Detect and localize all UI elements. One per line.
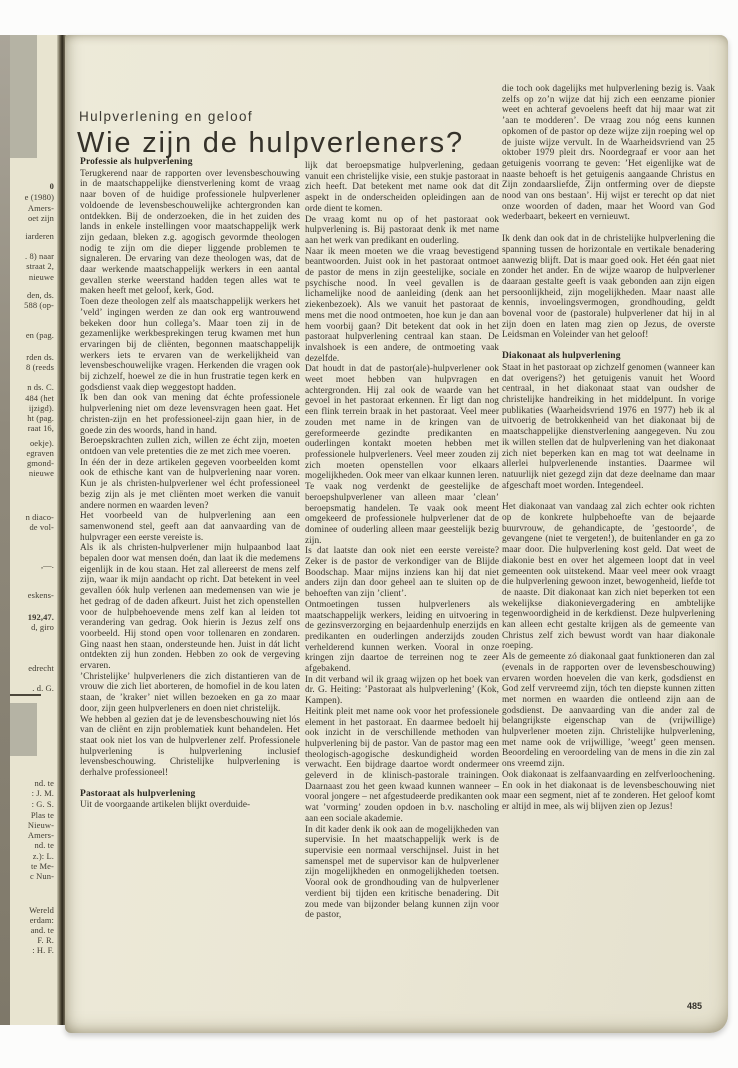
article-column-3 [502, 84, 715, 813]
adjacent-page-text-fragment: F. R. [37, 935, 54, 945]
adjacent-page-text-fragment: Plas te [30, 810, 54, 820]
article-kicker: Hulpverlening en geloof [79, 109, 254, 124]
paragraph: Het voorbeeld van de hulpverlening aan een samenwonend stel, geeft aan dat aanvaarding van de hulpvrager een eerste vereiste is. [80, 511, 300, 543]
adjacent-page-text-fragment: nd. te [34, 840, 54, 850]
paragraph: Heitink pleit met name ook voor het professionele element in het pastoraat. En daarmee bedoelt hij ook inzicht in de verschillende methoden van hulpverlening bij de pastor. Van de pastor mag een theologisch-agogische deskundigheid worden verwacht. Een bijdrage daartoe wordt ondermeer geleverd in de klinisch-pastorale trainingen. Daarnaast zou het geen kwaad kunnen wanneer – vooral jongere – net afgestudeerde predikanten ook wat ’vorming’ zouden opdoen in b.v. nascholing aan een sociale akademie. [305, 706, 499, 824]
paragraph: In dit verband wil ik graag wijzen op het boek van dr. G. Heiting: ’Pastoraat als hulpverlening’ (Kok, Kampen). [305, 674, 499, 707]
adjacent-page-text-fragment: . d. G. [32, 683, 54, 693]
adjacent-page-text-fragment: nieuwe [28, 468, 54, 478]
article-title: Wie zijn de hulpverleners? [77, 127, 464, 159]
paragraph: Uit de voorgaande artikelen blijkt overduide- [80, 800, 251, 811]
adjacent-page-text-fragment: 8 (reeds [26, 362, 54, 372]
adjacent-page-text-fragment: te Me- [30, 861, 54, 871]
adjacent-page-text-fragment: rden ds. [26, 352, 54, 362]
paragraph: Als ik als christen-hulpverlener mijn hulpaanbod laat bepalen door wat mensen doén, dan laat ik die medemens eigenlijk in de kou staan. Het zal allereerst de mens zelf zijn, waar ik mijn aandacht op richt. Dat betekent in veel gevallen óók hulp verlenen aan medemensen van wie je het gedrag of de daden afkeurt. Juist het zich openstellen voor de hulpbehoevende mens zelf kan al leiden tot verandering van gedrag. Ook hierin is Jezus zelf ons voorbeeld. Hij stond open voor tollenaren en zondaren. Ging naast hen staan, ondersteunde hen. Juist in dát licht ontdekten zij hun zonden. Hebben zo ook de vergeving ervaren. [80, 543, 300, 672]
adjacent-page-text-fragment: 588 (op- [24, 300, 54, 310]
article-column-1 [80, 157, 300, 811]
paragraph: Staat in het pastoraat op zichzelf genomen (wanneer kan dat overigens?) het getuigenis vanuit het Woord centraal, in het diakonaat staat van oudsher de christelijke handreiking in het middelpunt. In vorige publikaties (Waarheidsvriend 1976 en 1977) heb ik al uitvoerig de betrokkenheid van het diakonaat bij de maatschappelijke dienstverlening aangegeven. Nu zou ik willen stellen dat de hulpverlening van het diakonaat zich niet beperken kan en mag tot wat deelname in allerlei hulpverlenende instanties. Daarmee wil natuurlijk niet gezegd zijn dat deze deelname dan maar afgeschaft moet worden. Integendeel. [502, 362, 715, 491]
adjacent-page-text-fragment: straat 2, [26, 261, 54, 271]
adjacent-page-text-fragment: nieuwe [28, 272, 54, 282]
adjacent-page-text-fragment: e (1980) [24, 192, 54, 202]
paragraph: De vraag komt nu op of het pastoraat ook hulpverlening is. Bij pastoraat denk ik met name aan het werk van predikant en ouderling. [305, 214, 499, 246]
adjacent-page-text-fragment: nd. te [34, 778, 54, 788]
paragraph: Naar ik meen moeten we die vraag bevestigend beantwoorden. Juist ook in het pastoraat ontmoet de pastor de mens in zijn geestelijke, sociale en psychische nood. In veel gevallen is de lichamelijke nood de aanleiding (denk aan het ziekenbezoek). Als we vanuit het pastoraat de mens met die nood ontmoeten, hoe kun je dan aan hem voorbij gaan? Dit betekent dat ook in het pastoraat hulpverlening centraal kan staan. De invalshoek is een andere, de ontmoeting vaak dezelfde. [305, 246, 499, 364]
adjacent-page-text-fragment: eskens- [27, 590, 54, 600]
book-left-edge [0, 35, 10, 1025]
adjacent-page-text-fragment: de vol- [29, 522, 54, 532]
paragraph: Als de gemeente zó diakonaal gaat funktioneren dan zal (evenals in de rapporten over de levensbeschouwing) ervaren worden hoevelen die van kerk, godsdienst en God zelf vervreemd zijn, tóch ten diepste kunnen zitten met normen en waarden die ontleend zijn aan de godsdienst. De aanvaarding van die ander zal de belangrijkste eigenschap van de (vrijwillige) hulpverlener moeten zijn. Christelijke hulpverlening, met name ook de vrijwillige, ’weegt’ geen mensen. Beoordeling en veroordeling van de mens in die zin zal ons vreemd zijn. [502, 652, 715, 770]
adjacent-page-text-fragment: raat 16, [27, 423, 54, 433]
paragraph: die toch ook dagelijks met hulpverlening bezig is. Vaak zelfs op zo’n wijze dat hij zich een eenzame pionier weet en achteraf gevoelens heeft dat hij maar wat zit ’aan te modderen’. De vraag zou nóg eens kunnen opkomen of de pastor op deze wijze zijn roeping wel op de juiste wijze vervult. In de Waarheidsvriend van 25 oktober 1979 pleit drs. Noordegraaf er voor aan het getuigenis voorrang te geven: ’Het eigenlijke wat de naaste behoeft is het getuigenis aangaande Christus en Zijn zondaarsliefde, Zijn ontferming over de diepste nood van ons bestaan’. Hij wijst er terecht op dat niet onze woorden of daden, maar het Woord van God wederbaart, bekeert en vernieuwt. [502, 84, 715, 223]
section-heading: Diakonaat als hulpverlening [502, 351, 621, 362]
paragraph: We hebben al gezien dat je de levensbeschouwing niet lós van de cliënt en zijn problematiek kunt behandelen. Het staat ook niet los van de hulpverlener zelf. Professionele hulpverlening is hulpverlening inclusief levensbeschouwing. Christelijke hulpverlening is derhalve professioneel! [80, 714, 300, 779]
divider-rule [10, 694, 41, 696]
adjacent-page-text-fragment: den, ds. [26, 290, 54, 300]
paragraph: Ook diakonaat is zelfaanvaarding en zelfverloochening. En ook in het diakonaat is de levensbeschouwing niet maar een segment, niet af te zonderen. Het geloof komt er altijd in mee, als wij blijven zien op Jezus! [502, 769, 715, 812]
adjacent-page-text-fragment: gmond- [26, 458, 54, 468]
section-heading: Pastoraat als hulpverlening [80, 788, 196, 799]
paragraph: Toen deze theologen zelf als maatschappelijk werkers het ’veld’ ingingen werden ze dan ook erg wantrouwend bekeken door hun collega’s. Maar toen zij in de gezamenlijke werkbesprekingen terug kwamen met hun ervaringen bij de cliënten, begonnen maatschappelijk werkers iets te ervaren van de werkelijkheid van levensbeschouwelijke vragen. Herkenden die vragen ook bij zichzelf, hoewel ze die in hun frustratie tegen kerk en godsdienst vaak diep weggestopt hadden. [80, 297, 300, 393]
adjacent-page-text-fragment: Amers- [27, 203, 54, 213]
paragraph: ’Christelijke’ hulpverleners die zich distantieren van de vrouw die zich liet aborteren, de homofiel in de kou laten staan, de ’kraker’ niet willen bezoeken en ga zo maar door, zijn geen hulpverleners en doen niet christelijk. [80, 671, 300, 714]
paragraph: In één der in deze artikelen gegeven voorbeelden komt ook de ethische kant van de hulpverlening naar voren. Kun je als christen-hulpverlener wel écht professioneel bezig zijn als je met cliënten moet werken die vanuit andere normen en waarden leven? [80, 457, 300, 511]
adjacent-page-strip [10, 35, 57, 1025]
adjacent-page-text-fragment: ht (pag. [27, 413, 54, 423]
adjacent-page-text-fragment: oekje). [29, 438, 54, 448]
adjacent-page-text-fragment: Wereld [29, 905, 54, 915]
article-column-2 [305, 161, 499, 921]
paragraph: Ik ben dan ook van mening dat échte professionele hulpverlening niet om deze levensvragen heen gaat. Het christen-zijn en het professioneel-zijn gaan hier, in de goede zin des woords, hand in hand. [80, 393, 300, 436]
adjacent-page-text-fragment: n ds. C. [27, 382, 54, 392]
adjacent-page-text-fragment: and. te [30, 925, 54, 935]
adjacent-page-text-fragment: erdam: [29, 915, 54, 925]
adjacent-page-text-fragment: egraven [26, 448, 54, 458]
paragraph: Ontmoetingen tussen hulpverleners als maatschappelijk werkers, leiding en uitvoering in de gezinsverzorging en bejaardenhulp enerzijds en predikanten en ouderlingen anderzijds zouden verhelderend kunnen werken. Vooral in onze kringen zijn daartoe de terreinen nog te zeer afgebakend. [305, 599, 499, 675]
paragraph: Terugkerend naar de rapporten over levensbeschouwing in de maatschappelijke dienstverlening komt de vraag naar boven of de huidige professionele hulpverlener voldoende de levensbeschouwelijke achtergronden kan ontdekken. Bij de onderzoeken, die in het zuiden des lands in enkele instellingen voor maatschappelijk werk zijn gedaan, bleken z.g. agogisch gevormde theologen nodig te zijn om die dieper liggende problemen te signaleren. De ervaring van deze theologen was, dat de daar werkende maatschappelijk werkers in een aantal gevallen sterke weerstand hadden tegen alles wat te maken heeft met geloof, kerk, God. [80, 168, 300, 297]
section-heading: Professie als hulpverlening [80, 157, 193, 167]
page-number: 485 [686, 1001, 702, 1011]
adjacent-page-text-fragment: ijzigd). [28, 403, 54, 413]
adjacent-page-text-fragment: z.): L. [32, 851, 54, 861]
adjacent-page-text-fragment: 484 (het [25, 393, 54, 403]
paragraph: Ik denk dan ook dat in de christelijke hulpverlening die spanning tussen de horizontale en vertikale benadering aanwezig blijft. Dat is maar goed ook. Het één gaat niet zonder het ander. En de wijze waarop de hulpverlener daaraan gestalte geeft is vaak gebonden aan zijn eigen persoonlijkheid, zijn mogelijkheden. Maar naast alle kennis, invoelingsvermogen, grondhouding, geldt bovenal voor de (pastorale) hulpverlener dat hij in al zijn doen en laten mag zien op Jezus, de overste Leidsman en Voleinder van het geloof! [502, 234, 715, 341]
adjacent-page-text-fragment: 0 [49, 181, 54, 191]
adjacent-page-text-fragment: ,—. [40, 560, 54, 570]
adjacent-page-text-fragment: : G. S. [31, 799, 54, 809]
adjacent-page-text-fragment: iarderen [25, 231, 54, 241]
adjacent-page-text-fragment: c Nun- [30, 871, 54, 881]
scanned-page [65, 35, 728, 1033]
adjacent-page-text-fragment: d, giro [31, 622, 54, 632]
paragraph: Beroepskrachten zullen zich, willen ze écht zijn, moeten ontdoen van vele pretenties die ze met zich mee voeren. [80, 436, 300, 457]
halftone-image-remnant [10, 35, 37, 158]
adjacent-page-text-fragment: edrecht [28, 663, 54, 673]
adjacent-page-text-fragment: . 8) naar [25, 251, 54, 261]
paragraph: lijk dat beroepsmatige hulpverlening, gedaan vanuit een christelijke visie, een stukje pastoraat in zich heeft. Dat betekent met name ook dat dit aspekt in de onderscheiden opleidingen aan de orde dient te komen. [305, 161, 499, 214]
paragraph: Is dat laatste dan ook niet een eerste vereiste? Zeker is de pastor de verkondiger van de Blijde Boodschap. Maar mijns inziens kan hij dat niet anders zijn dan door geheel aan te sluiten op de behoeften van zijn ’client’. [305, 546, 499, 600]
paragraph: Dat houdt in dat de pastor(ale)-hulpverlener ook weet moet hebben van hulpvragen en achtergronden. Hij zal ook de waarde van het gevoel in het pastoraat erkennen. Er ligt dan nog een flink terrein braak in het pastoraat. Veel meer zouden met name in de kringen van de gereformeerde gezindte predikanten en ouderlingen kontakt moeten hebben met professionele hulpverleners. Veel meer zouden zij zich moeten openstellen voor elkaars mogelijkheden. Ook meer van elkaar kunnen leren. Te vaak nog verdenkt de geestelijke de beroepshulpverlener van alleen maar ’clean’ beroepsmatig handelen. Te vaak ook meent omgekeerd de professionele hulpverlener dat de dominee of ouderling alleen maar geestelijk bezig zijn. [305, 364, 499, 546]
adjacent-page-text-fragment: 192,47. [27, 612, 54, 622]
paragraph: In dit kader denk ik ook aan de mogelijkheden van supervisie. In het maatschappelijk werk is de supervisie een normaal verschijnsel. Juist in het samenspel met de supervisor kan de hulpverlener zijn mogelijkheden en onmogelijkheden toetsen. Vooral ook de grondhouding van de hulpverlener verdient bij tijden een kritische benadering. Dit zou mede van bijzonder belang kunnen zijn voor de pastor, [305, 824, 499, 921]
halftone-image-remnant [10, 703, 37, 756]
adjacent-page-text-fragment: : J. M. [31, 788, 54, 798]
paragraph: Het diakonaat van vandaag zal zich echter ook richten op de konkrete hulpbehoefte van de bejaarde buurvrouw, de gehandicapte, de ’gestoorde’, de gevangene (niet te vergeten!), de buitenlander en ga zo maar door. Die hulpverlening kost geld. Dat weet de diakonie best en over het algemeen loopt dat in veel gemeenten ook uitstekend. Maar veel meer ook vraagt die hulpverlening gewoon inzet, bewogenheid, liefde tot de naaste. Dit diakonaat kan zich niet beperken tot een wekelijkse diakonievergadering en ambtelijke tegenwoordigheid in de kerkdienst. Deze hulpverlening kan alleen echt gestalte krijgen als de gemeente van Christus zelf zich bewust wordt van haar diakonale roeping. [502, 502, 715, 652]
adjacent-page-text-fragment: n diaco- [25, 512, 54, 522]
adjacent-page-text-fragment: oet zijn [27, 213, 54, 223]
adjacent-page-text-fragment: Amers- [27, 830, 54, 840]
adjacent-page-text-fragment: en (pag. [25, 330, 54, 340]
adjacent-page-text-fragment: Nieuw- [27, 820, 54, 830]
adjacent-page-text-fragment: : H. F. [32, 945, 54, 955]
